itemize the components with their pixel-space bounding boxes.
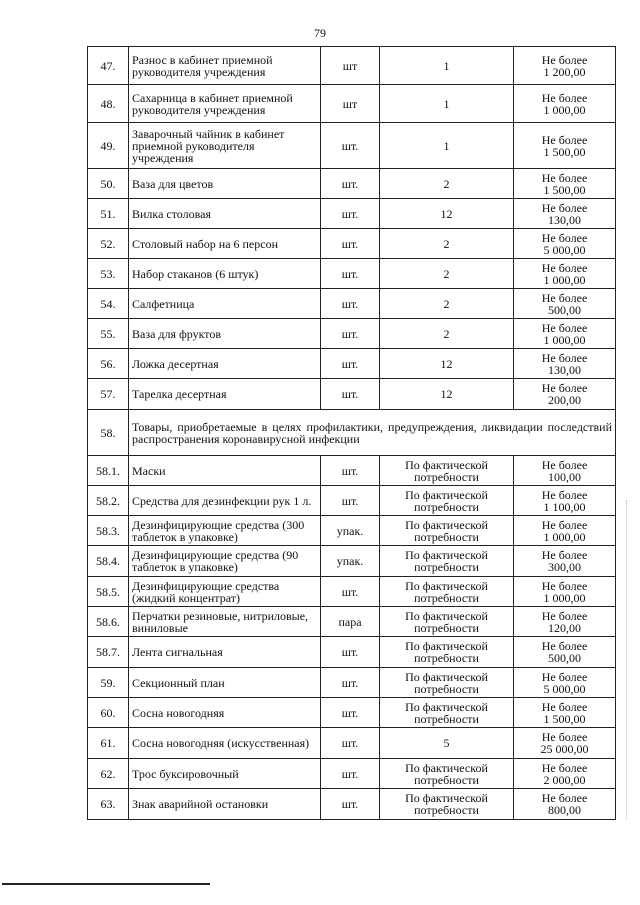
price-cell [514,486,616,516]
item-name: Разнос в кабинет приемной руководителя учреждения [132,52,273,79]
item-name-cell [129,199,321,229]
row-number: 58.2. [96,493,120,508]
price-cell [514,289,616,319]
price-value: 1 000,00 [543,102,586,117]
price-cell [514,789,616,820]
unit-cell [321,349,380,379]
price-label: Не более [541,548,588,562]
price-value: 130,00 [548,212,581,227]
item-name: Столовый набор на 6 персон [132,236,279,251]
quantity-cell [380,516,514,546]
item-name: Перчатки резиновые, нитриловые, виниловые [132,608,309,635]
quantity-cell [380,637,514,668]
quantity-cell [380,607,514,637]
price-label: Не более [541,457,588,472]
price-label: Не более [541,52,588,67]
price-cell [514,349,616,379]
quantity-cell [380,47,514,85]
quantity-value: потребности [414,469,479,484]
price-label: Не более [541,90,588,105]
quantity-cell [380,85,514,123]
items-table-body [88,47,616,410]
unit: шт. [341,236,359,251]
section-title: Товары, приобретаемые в целях профилактики, предупреждения, ликвидации последствий распространения коронавирусной инфекции [129,410,616,456]
price-value: 1 500,00 [543,144,586,159]
table-row [88,728,616,759]
row-number-cell [88,637,129,668]
unit-cell [321,229,380,259]
quantity-value: потребности [414,681,479,696]
quantity-value: потребности [414,620,479,635]
unit: шт. [341,206,359,221]
unit: шт. [341,766,359,781]
quantity-cell [380,319,514,349]
quantity-label: По фактической [405,608,488,623]
quantity-label: По фактической [405,517,488,532]
row-number-cell [88,379,129,410]
table-row [88,169,616,199]
row-number-cell [88,289,129,319]
price-label: Не более [541,350,588,365]
row-number-cell [88,577,129,607]
item-name-cell [129,486,321,516]
unit-cell [321,759,380,789]
unit-cell [321,607,380,637]
price-cell [514,637,616,668]
item-name-cell [129,577,321,607]
item-name: Ваза для фруктов [132,326,222,341]
item-name: Трос буксировочный [132,766,239,781]
item-name-cell [129,759,321,789]
item-name: Салфетница [132,296,195,311]
table-row [88,577,616,607]
price-label: Не более [541,730,588,744]
quantity: 2 [443,236,450,251]
unit-cell [321,728,380,759]
quantity-cell [380,486,514,516]
item-name-cell [129,259,321,289]
quantity-cell [380,759,514,789]
unit: шт [342,96,358,111]
quantity-value: потребности [414,651,479,665]
quantity-value: потребности [414,803,479,817]
price-label: Не более [541,132,588,147]
price-label: Не более [541,517,588,532]
row-number-cell [88,668,129,698]
unit: шт. [341,266,359,281]
table-row [88,607,616,637]
table-row [88,349,616,379]
price-label: Не более [541,608,588,623]
row-number: 48. [100,96,116,111]
row-number: 54. [100,296,116,311]
row-number-cell [88,728,129,759]
quantity-cell [380,169,514,199]
unit: шт. [341,584,359,599]
item-name: Средства для дезинфекции рук 1 л. [132,493,312,508]
price-label: Не более [541,200,588,215]
unit: шт. [341,645,359,659]
row-number-cell [88,759,129,789]
unit-cell [321,698,380,728]
price-cell [514,516,616,546]
unit: шт. [341,736,359,750]
quantity-label: По фактической [405,487,488,502]
row-number-cell [88,199,129,229]
quantity: 2 [443,296,450,311]
price-cell [514,379,616,410]
item-name-cell [129,319,321,349]
table-row [88,668,616,698]
item-name: Заварочный чайник в кабинет приемной руководителя учреждения [132,126,285,165]
quantity: 1 [443,138,450,153]
quantity-cell [380,349,514,379]
row-number-cell [88,229,129,259]
price-label: Не более [541,669,588,684]
price-cell [514,668,616,698]
unit: шт. [341,797,359,811]
price-label: Не более [541,760,588,775]
row-number: 53. [100,266,116,281]
row-number-cell [88,349,129,379]
section-58 [88,410,616,456]
unit-cell [321,319,380,349]
row-number: 57. [100,387,116,401]
row-number-cell [88,319,129,349]
quantity-cell [380,698,514,728]
price-label: Не более [541,791,588,805]
quantity: 12 [440,356,453,371]
price-value: 1 500,00 [543,182,586,197]
price-value: 1 000,00 [543,590,586,605]
item-name-cell [129,516,321,546]
item-name-cell [129,637,321,668]
table-row [88,486,616,516]
table-row [88,546,616,577]
item-name-cell [129,47,321,85]
row-number: 58.1. [96,463,120,478]
unit-cell [321,259,380,289]
price-value: 200,00 [548,393,581,407]
quantity-cell [380,289,514,319]
unit: шт. [341,356,359,371]
row-number-cell [88,85,129,123]
row-number-cell [88,516,129,546]
table-row [88,259,616,289]
price-label: Не более [541,487,588,502]
unit-cell [321,546,380,577]
row-number-cell [88,169,129,199]
quantity-cell [380,456,514,486]
price-value: 1 100,00 [543,499,586,514]
unit-cell [321,789,380,820]
unit: шт. [341,387,359,401]
price-label: Не более [541,260,588,275]
quantity-cell [380,789,514,820]
item-name: Лента сигнальная [132,645,223,659]
price-cell [514,577,616,607]
price-cell [514,85,616,123]
quantity-cell [380,546,514,577]
quantity-value: потребности [414,499,479,514]
unit: шт. [341,176,359,191]
row-number: 56. [100,356,116,371]
price-cell [514,47,616,85]
quantity-label: По фактической [405,639,488,653]
row-number-cell [88,456,129,486]
item-name: Набор стаканов (6 штук) [132,266,259,281]
item-name-cell [129,607,321,637]
quantity-cell [380,123,514,169]
price-value: 2 000,00 [543,772,586,787]
quantity-label: По фактической [405,669,488,684]
quantity-value: потребности [414,711,479,726]
quantity-label: По фактической [405,791,488,805]
row-number: 58. [88,410,129,456]
quantity-value: потребности [414,772,479,787]
row-number: 51. [100,206,116,221]
price-value: 300,00 [548,560,581,574]
quantity-label: По фактической [405,578,488,593]
price-cell [514,698,616,728]
price-cell [514,319,616,349]
unit-cell [321,577,380,607]
item-name: Дезинфицирующие средства (300 таблеток в упаковке) [132,517,305,544]
unit-cell [321,47,380,85]
row-number: 47. [100,58,116,73]
price-cell [514,229,616,259]
item-name: Секционный план [132,675,225,690]
row-number: 58.6. [96,614,120,629]
quantity-cell [380,379,514,410]
unit-cell [321,637,380,668]
item-name: Знак аварийной остановки [132,797,269,811]
item-name: Сосна новогодняя (искусственная) [132,736,310,750]
items-table-body-2 [88,456,616,820]
price-value: 800,00 [548,803,581,817]
table-row [88,456,616,486]
price-cell [514,199,616,229]
table-row [88,759,616,789]
item-name: Сахарница в кабинет приемной руководителя учреждения [132,90,293,117]
item-name: Маски [132,463,166,478]
item-name-cell [129,229,321,259]
price-value: 5 000,00 [543,242,586,257]
item-name-cell [129,349,321,379]
item-name: Вилка столовая [132,206,211,221]
price-value: 500,00 [548,651,581,665]
table-row [88,123,616,169]
unit-cell [321,516,380,546]
quantity-label: По фактической [405,760,488,775]
row-number-cell [88,789,129,820]
row-number: 52. [100,236,116,251]
quantity-cell [380,728,514,759]
row-number: 50. [100,176,116,191]
price-label: Не более [541,230,588,245]
table-row [88,47,616,85]
table-row [88,199,616,229]
price-label: Не более [541,290,588,305]
item-name-cell [129,789,321,820]
item-name-cell [129,379,321,410]
price-label: Не более [541,170,588,185]
unit-cell [321,289,380,319]
unit: шт. [341,705,359,720]
price-cell [514,169,616,199]
quantity-label: По фактической [405,548,488,562]
row-number: 58.4. [96,554,120,568]
item-name-cell [129,546,321,577]
quantity-cell [380,229,514,259]
row-number: 60. [100,705,116,720]
price-cell [514,259,616,289]
item-name-cell [129,85,321,123]
quantity: 12 [440,387,453,401]
price-cell [514,607,616,637]
unit: шт. [341,296,359,311]
item-name-cell [129,728,321,759]
price-cell [514,456,616,486]
unit-cell [321,123,380,169]
quantity: 1 [443,96,450,111]
row-number-cell [88,607,129,637]
row-number-cell [88,123,129,169]
quantity-value: потребности [414,529,479,544]
quantity: 5 [443,736,450,750]
row-number: 58.3. [96,523,120,538]
quantity-cell [380,259,514,289]
item-name: Ложка десертная [132,356,219,371]
unit-cell [321,668,380,698]
table-row [88,410,616,456]
row-number: 58.7. [96,645,120,659]
price-value: 130,00 [548,362,581,377]
price-value: 1 200,00 [543,64,586,79]
price-cell [514,759,616,789]
row-number-cell [88,546,129,577]
item-name: Ваза для цветов [132,176,214,191]
footer-line [2,883,210,885]
items-table [87,46,616,820]
quantity-value: потребности [414,590,479,605]
table-row [88,229,616,259]
quantity: 2 [443,326,450,341]
price-value: 1 000,00 [543,529,586,544]
price-label: Не более [541,699,588,714]
row-number: 58.5. [96,584,120,599]
item-name-cell [129,698,321,728]
item-name: Тарелка десертная [132,387,227,401]
item-name-cell [129,289,321,319]
unit: шт. [341,493,359,508]
quantity-cell [380,577,514,607]
scan-margin-dots [626,500,628,820]
item-name-cell [129,668,321,698]
price-cell [514,123,616,169]
unit-cell [321,456,380,486]
quantity: 2 [443,266,450,281]
unit: пара [338,614,362,629]
item-name-cell [129,169,321,199]
table-row [88,379,616,410]
row-number: 63. [100,797,116,811]
unit: шт. [341,463,359,478]
unit: упак. [336,554,364,568]
unit-cell [321,85,380,123]
price-value: 1 000,00 [543,272,586,287]
quantity-value: потребности [414,560,479,574]
quantity: 12 [440,206,453,221]
quantity-cell [380,668,514,698]
item-name: Сосна новогодняя [132,705,225,720]
quantity-cell [380,199,514,229]
price-label: Не более [541,639,588,653]
unit: шт. [341,138,359,153]
unit: шт [342,58,358,73]
table-row [88,85,616,123]
price-value: 100,00 [548,469,581,484]
row-number: 59. [100,675,116,690]
unit: шт. [341,326,359,341]
table-row [88,516,616,546]
row-number: 62. [100,766,116,781]
quantity-label: По фактической [405,457,488,472]
quantity: 1 [443,58,450,73]
row-number-cell [88,47,129,85]
price-cell [514,546,616,577]
price-label: Не более [541,320,588,335]
price-cell [514,728,616,759]
item-name: Дезинфицирующие средства (жидкий концентрат) [132,578,280,605]
price-value: 1 500,00 [543,711,586,726]
row-number: 55. [100,326,116,341]
unit: шт. [341,675,359,690]
table-row [88,319,616,349]
page-number: 79 [314,26,326,40]
unit-cell [321,379,380,410]
item-name-cell [129,123,321,169]
price-value: 25 000,00 [540,742,589,756]
price-value: 5 000,00 [543,681,586,696]
unit-cell [321,199,380,229]
row-number-cell [88,259,129,289]
price-label: Не более [541,578,588,593]
table-row [88,698,616,728]
table-row [88,789,616,820]
row-number-cell [88,698,129,728]
price-value: 120,00 [548,620,581,635]
quantity: 2 [443,176,450,191]
quantity-label: По фактической [405,699,488,714]
item-name: Дезинфицирующие средства (90 таблеток в упаковке) [132,548,299,574]
price-value: 1 000,00 [543,332,586,347]
table-row [88,637,616,668]
unit-cell [321,486,380,516]
unit-cell [321,169,380,199]
price-label: Не более [541,381,588,395]
row-number-cell [88,486,129,516]
row-number: 61. [100,736,116,750]
item-name-cell [129,456,321,486]
unit: упак. [336,523,364,538]
price-value: 500,00 [548,302,581,317]
table-row [88,289,616,319]
row-number: 49. [100,138,116,153]
